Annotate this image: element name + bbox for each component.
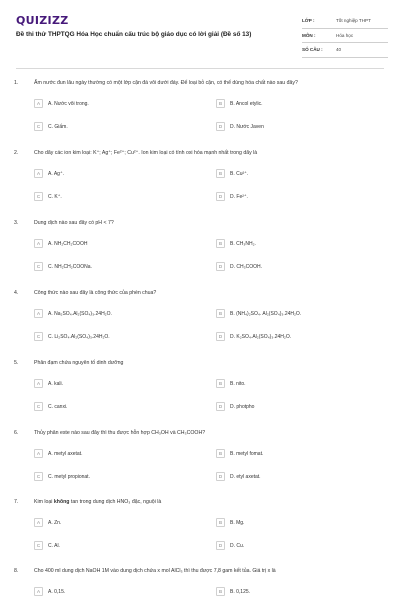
question-number: 1. xyxy=(14,80,19,86)
question-text: Cho 400 ml dung dịch NaOH 1M vào dung dịch chứa x mol AlCl₃ thì thu được 7,8 gam kết tủa. Giá trị x là xyxy=(34,568,276,574)
option-d[interactable] xyxy=(216,192,248,201)
option-d[interactable] xyxy=(216,332,291,341)
option-letter-box: B xyxy=(216,239,225,248)
question-text xyxy=(34,499,384,505)
option-text: A. Na₂SO₄.Al₂(SO₄)₃.24H₂O. xyxy=(48,310,112,317)
meta-info xyxy=(302,14,388,58)
option-letter-box: D xyxy=(216,262,225,271)
question-number: 8. xyxy=(14,568,19,574)
option-text: B. nito. xyxy=(230,380,246,387)
option-letter-box: A xyxy=(34,379,43,388)
option-text: D. etyl axetat. xyxy=(230,473,261,480)
option-letter-box: B xyxy=(216,169,225,178)
question-text: Công thức nào sau đây là công thức của phèn chua? xyxy=(34,290,157,296)
meta-value: Tốt nghiệp THPT xyxy=(336,18,371,24)
option-letter-box: D xyxy=(216,122,225,131)
option-b[interactable] xyxy=(216,239,256,248)
question-number: 2. xyxy=(14,150,19,156)
option-text: C. Li₂SO₄.Al₂(SO₄)₃.24H₂O. xyxy=(48,333,110,340)
meta-row-subject xyxy=(302,29,388,44)
option-letter-box: A xyxy=(34,239,43,248)
option-letter-box: A xyxy=(34,309,43,318)
option-text: C. NH₂CH₂COONa. xyxy=(48,263,92,270)
question-number: 5. xyxy=(14,360,19,366)
question-number: 4. xyxy=(14,290,19,296)
meta-label: MÔN : xyxy=(302,32,316,38)
header-divider xyxy=(16,68,384,69)
meta-row-count xyxy=(302,43,388,58)
option-text: A. Ag⁺. xyxy=(48,170,64,177)
option-d[interactable] xyxy=(216,262,262,271)
meta-label: LỚP : xyxy=(302,18,315,24)
option-text: A. Zn. xyxy=(48,519,62,526)
option-text: B. CH₃NH₂. xyxy=(230,240,256,247)
option-letter-box: C xyxy=(34,402,43,411)
option-letter-box: A xyxy=(34,169,43,178)
option-a[interactable] xyxy=(34,239,87,248)
option-letter-box: A xyxy=(34,99,43,108)
option-letter-box: D xyxy=(216,541,225,550)
option-text: B. Ancol etylic. xyxy=(230,100,263,107)
option-letter-box: A xyxy=(34,518,43,527)
option-b[interactable] xyxy=(216,587,250,596)
option-text: D. Cu. xyxy=(230,542,245,549)
option-text: D. Fe²⁺. xyxy=(230,193,248,200)
option-letter-box: B xyxy=(216,449,225,458)
option-text: D. K₂SO₄.Al₂(SO₄)₃.24H₂O. xyxy=(230,333,292,340)
option-text: D. Nước Javen xyxy=(230,123,264,130)
option-text: A. kali. xyxy=(48,380,64,387)
question-number: 3. xyxy=(14,220,19,226)
option-letter-box: D xyxy=(216,192,225,201)
option-text: B. Mg. xyxy=(230,519,245,526)
question-text: Cho dãy các ion kim loại: K⁺; Ag⁺; Fe²⁺; Cu²⁺. Ion kim loại có tính oxi hóa mạnh nhất trong dãy là xyxy=(34,150,258,156)
question-text: Dung dịch nào sau đây có pH < 7? xyxy=(34,220,114,226)
option-b[interactable] xyxy=(216,309,301,318)
meta-label: SỐ CÂU : xyxy=(302,47,323,53)
option-b[interactable] xyxy=(216,169,248,178)
option-text: C. metyl propionat. xyxy=(48,473,90,480)
option-letter-box: C xyxy=(34,541,43,550)
question-text: Thủy phân este nào sau đây thì thu được hỗn hợp CH₃OH và CH₃COOH? xyxy=(34,430,206,436)
option-letter-box: A xyxy=(34,449,43,458)
option-letter-box: B xyxy=(216,518,225,527)
option-a[interactable] xyxy=(34,99,89,108)
option-b[interactable] xyxy=(216,379,246,388)
option-letter-box: B xyxy=(216,309,225,318)
option-a[interactable] xyxy=(34,169,64,178)
option-d[interactable] xyxy=(216,541,244,550)
question-text: Phân đạm chứa nguyên tố dinh dưỡng xyxy=(34,360,124,366)
option-c[interactable] xyxy=(34,472,90,481)
option-c[interactable] xyxy=(34,332,110,341)
meta-value: 40 xyxy=(336,47,342,53)
option-b[interactable] xyxy=(216,449,263,458)
option-c[interactable] xyxy=(34,262,92,271)
option-d[interactable] xyxy=(216,122,264,131)
option-text: B. metyl fomat. xyxy=(230,450,264,457)
option-letter-box: D xyxy=(216,332,225,341)
question-number: 7. xyxy=(14,499,19,505)
option-text: D. photpho xyxy=(230,403,255,410)
quizizz-logo: QUIZIZZ xyxy=(16,14,69,27)
option-c[interactable] xyxy=(34,402,67,411)
option-c[interactable] xyxy=(34,122,68,131)
option-letter-box: C xyxy=(34,472,43,481)
option-text: C. Al. xyxy=(48,542,60,549)
option-letter-box: A xyxy=(34,587,43,596)
document-title: Đề thi thử THPTQG Hóa Học chuẩn cấu trúc bộ giáo dục có lời giải (Đề số 13) xyxy=(16,31,252,38)
option-letter-box: B xyxy=(216,587,225,596)
option-text: C. Giấm. xyxy=(48,123,68,130)
option-b[interactable] xyxy=(216,99,263,108)
option-text: A. metyl axetat. xyxy=(48,450,83,457)
option-a[interactable] xyxy=(34,587,65,596)
option-text: D. CH₃COOH. xyxy=(230,263,263,270)
option-d[interactable] xyxy=(216,472,261,481)
option-d[interactable] xyxy=(216,402,254,411)
option-a[interactable] xyxy=(34,379,63,388)
option-letter-box: C xyxy=(34,122,43,131)
option-letter-box: C xyxy=(34,332,43,341)
option-letter-box: C xyxy=(34,192,43,201)
option-letter-box: B xyxy=(216,379,225,388)
question-text: Ấm nước đun lâu ngày thường có một lớp cặn đá vôi dưới đáy. Để loại bỏ cặn, có thể dùng hóa chất nào sau đây? xyxy=(34,80,298,86)
option-a[interactable] xyxy=(34,518,61,527)
option-letter-box: B xyxy=(216,99,225,108)
meta-value: Hóa học xyxy=(336,32,354,38)
option-a[interactable] xyxy=(34,309,112,318)
option-text: C. canxi. xyxy=(48,403,68,410)
question-text-part: tan trong dung dịch HNO₃ đặc, nguội là xyxy=(69,499,162,505)
option-letter-box: D xyxy=(216,472,225,481)
option-letter-box: C xyxy=(34,262,43,271)
option-text: A. NH₂CH₂COOH xyxy=(48,240,88,247)
option-text: B. Cu²⁺. xyxy=(230,170,249,177)
option-text: A. Nước vôi trong. xyxy=(48,100,89,107)
question-number: 6. xyxy=(14,430,19,436)
question-text-part: Kim loại xyxy=(34,499,54,505)
option-text: A. 0,15. xyxy=(48,588,66,595)
option-text: B. 0,125. xyxy=(230,588,251,595)
option-c[interactable] xyxy=(34,541,60,550)
option-a[interactable] xyxy=(34,449,82,458)
option-text: B. (NH₄)₂SO₄. Al₂(SO₄)₃.24H₂O. xyxy=(230,310,302,317)
worksheet-header xyxy=(0,0,400,62)
option-c[interactable] xyxy=(34,192,62,201)
meta-row-class xyxy=(302,14,388,29)
option-b[interactable] xyxy=(216,518,244,527)
option-text: C. K⁺. xyxy=(48,193,62,200)
option-letter-box: D xyxy=(216,402,225,411)
question-text-emphasis: không xyxy=(53,499,70,505)
